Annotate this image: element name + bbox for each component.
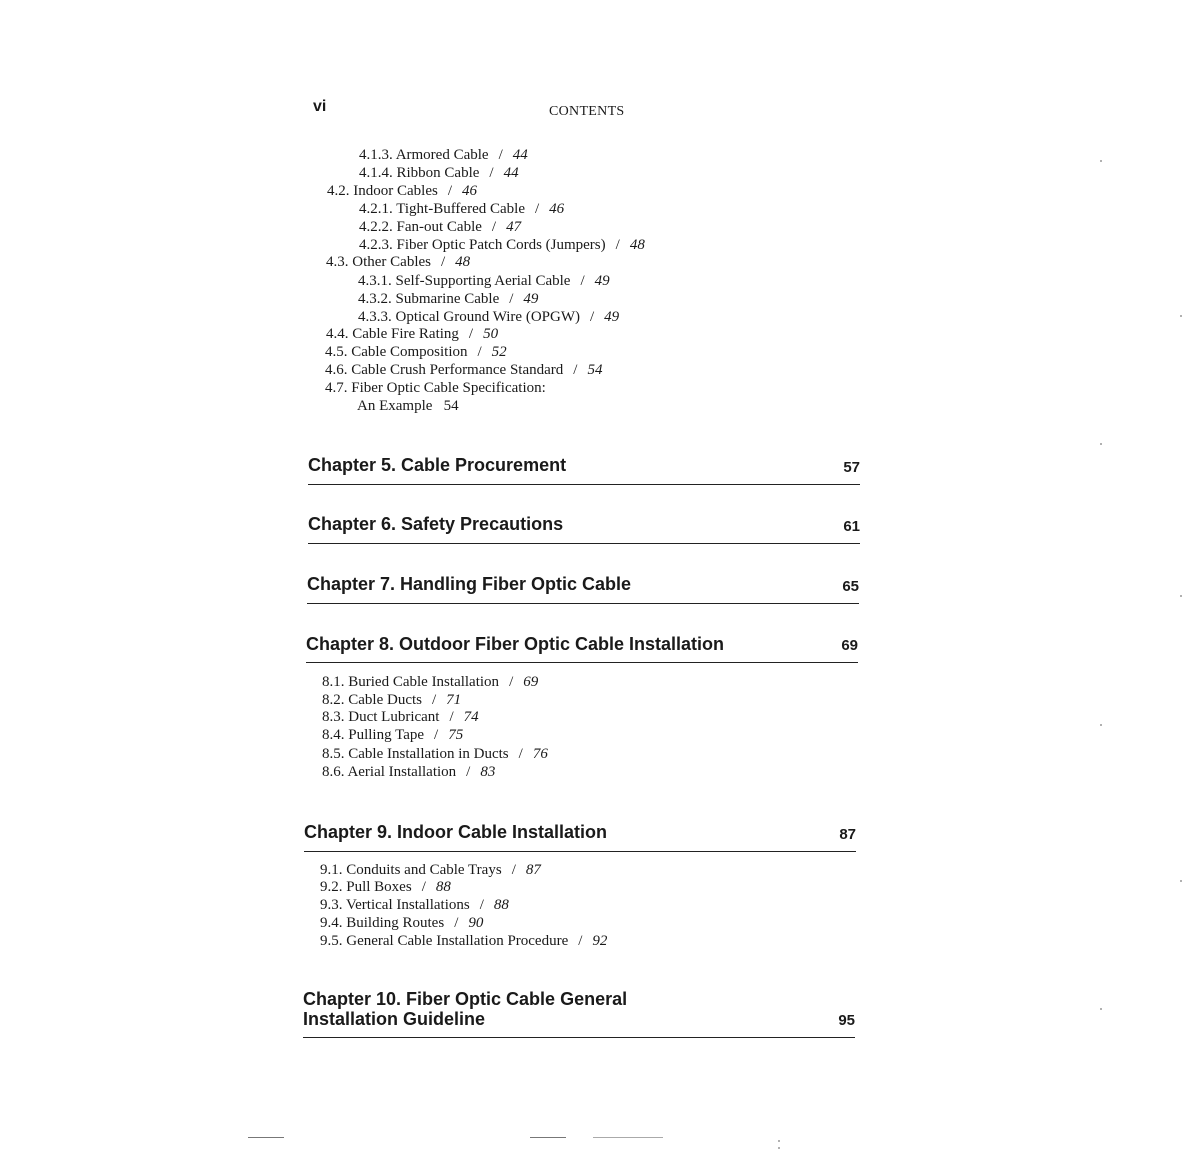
toc-entry[interactable]: 4.5. Cable Composition / 52: [325, 344, 507, 360]
toc-entry[interactable]: 8.1. Buried Cable Installation / 69: [322, 674, 539, 690]
chapter-heading-8[interactable]: [306, 622, 858, 663]
chapter-heading-6[interactable]: [308, 503, 860, 544]
chapter-heading-5[interactable]: [308, 444, 860, 485]
chapter-heading-7[interactable]: [307, 563, 859, 604]
toc-entry[interactable]: 4.4. Cable Fire Rating / 50: [326, 326, 499, 342]
chapter-heading-10[interactable]: [303, 988, 855, 1038]
toc-entry[interactable]: An Example 54: [357, 398, 459, 414]
toc-entry[interactable]: 4.2. Indoor Cables / 46: [327, 183, 477, 199]
toc-entry[interactable]: 4.3.1. Self-Supporting Aerial Cable / 49: [358, 273, 610, 289]
toc-entry[interactable]: 8.4. Pulling Tape / 75: [322, 727, 464, 743]
toc-entry[interactable]: 4.1.4. Ribbon Cable / 44: [359, 165, 519, 181]
scan-speck: [1180, 595, 1182, 597]
scan-speck: [778, 1147, 780, 1149]
toc-entry[interactable]: 8.2. Cable Ducts / 71: [322, 692, 462, 708]
toc-entry[interactable]: 9.1. Conduits and Cable Trays / 87: [320, 862, 541, 878]
toc-entry[interactable]: 8.5. Cable Installation in Ducts / 76: [322, 746, 548, 762]
scan-speck: [1180, 315, 1182, 317]
chapter-title: Chapter 8. Outdoor Fiber Optic Cable Installation: [306, 634, 725, 654]
scan-speck: [1100, 160, 1102, 162]
chapter-page: 69: [841, 637, 858, 654]
scan-speck: [1100, 443, 1102, 445]
chapter-title-line2: Installation Guideline: [303, 1009, 486, 1029]
toc-entry[interactable]: 4.2.1. Tight-Buffered Cable / 46: [359, 201, 565, 217]
scan-speck: [1100, 724, 1102, 726]
toc-entry[interactable]: 4.3.2. Submarine Cable / 49: [358, 291, 539, 307]
toc-entry[interactable]: 4.2.3. Fiber Optic Patch Cords (Jumpers) / 48: [359, 237, 645, 253]
scan-artifact-line: [593, 1137, 663, 1138]
toc-entry[interactable]: 4.6. Cable Crush Performance Standard / 54: [325, 362, 603, 378]
toc-entry[interactable]: 9.2. Pull Boxes / 88: [320, 879, 451, 895]
chapter-title: Chapter 7. Handling Fiber Optic Cable: [307, 574, 632, 594]
toc-entry[interactable]: 4.3. Other Cables / 48: [326, 254, 471, 270]
scan-speck: [1100, 1008, 1102, 1010]
scan-speck: [1180, 880, 1182, 882]
chapter-page: 61: [843, 518, 860, 535]
chapter-page: 57: [843, 459, 860, 476]
page-folio: vi: [313, 98, 327, 115]
toc-entry[interactable]: 8.3. Duct Lubricant / 74: [322, 709, 479, 725]
scan-speck: [778, 1140, 780, 1142]
toc-entry[interactable]: 4.2.2. Fan-out Cable / 47: [359, 219, 522, 235]
chapter-title-line1: Chapter 10. Fiber Optic Cable General: [303, 989, 628, 1009]
running-head: CONTENTS: [549, 104, 625, 119]
chapter-title: Chapter 9. Indoor Cable Installation: [304, 822, 608, 842]
toc-entry[interactable]: 4.3.3. Optical Ground Wire (OPGW) / 49: [358, 309, 620, 325]
scan-artifact-line: [530, 1137, 566, 1138]
chapter-page: 87: [839, 826, 856, 843]
chapter-title: Chapter 6. Safety Precautions: [308, 514, 564, 534]
chapter-page: 65: [842, 578, 859, 595]
chapter-title: Chapter 5. Cable Procurement: [308, 455, 567, 475]
toc-entry[interactable]: 9.4. Building Routes / 90: [320, 915, 484, 931]
chapter-heading-9[interactable]: [304, 811, 856, 852]
toc-entry[interactable]: 4.1.3. Armored Cable / 44: [359, 147, 528, 163]
chapter-page: 95: [838, 1012, 855, 1029]
scan-artifact-line: [248, 1137, 284, 1138]
toc-entry[interactable]: 4.7. Fiber Optic Cable Specification:: [325, 380, 546, 396]
toc-entry[interactable]: 9.3. Vertical Installations / 88: [320, 897, 509, 913]
toc-entry[interactable]: 8.6. Aerial Installation / 83: [322, 764, 496, 780]
toc-entry[interactable]: 9.5. General Cable Installation Procedure / 92: [320, 933, 608, 949]
